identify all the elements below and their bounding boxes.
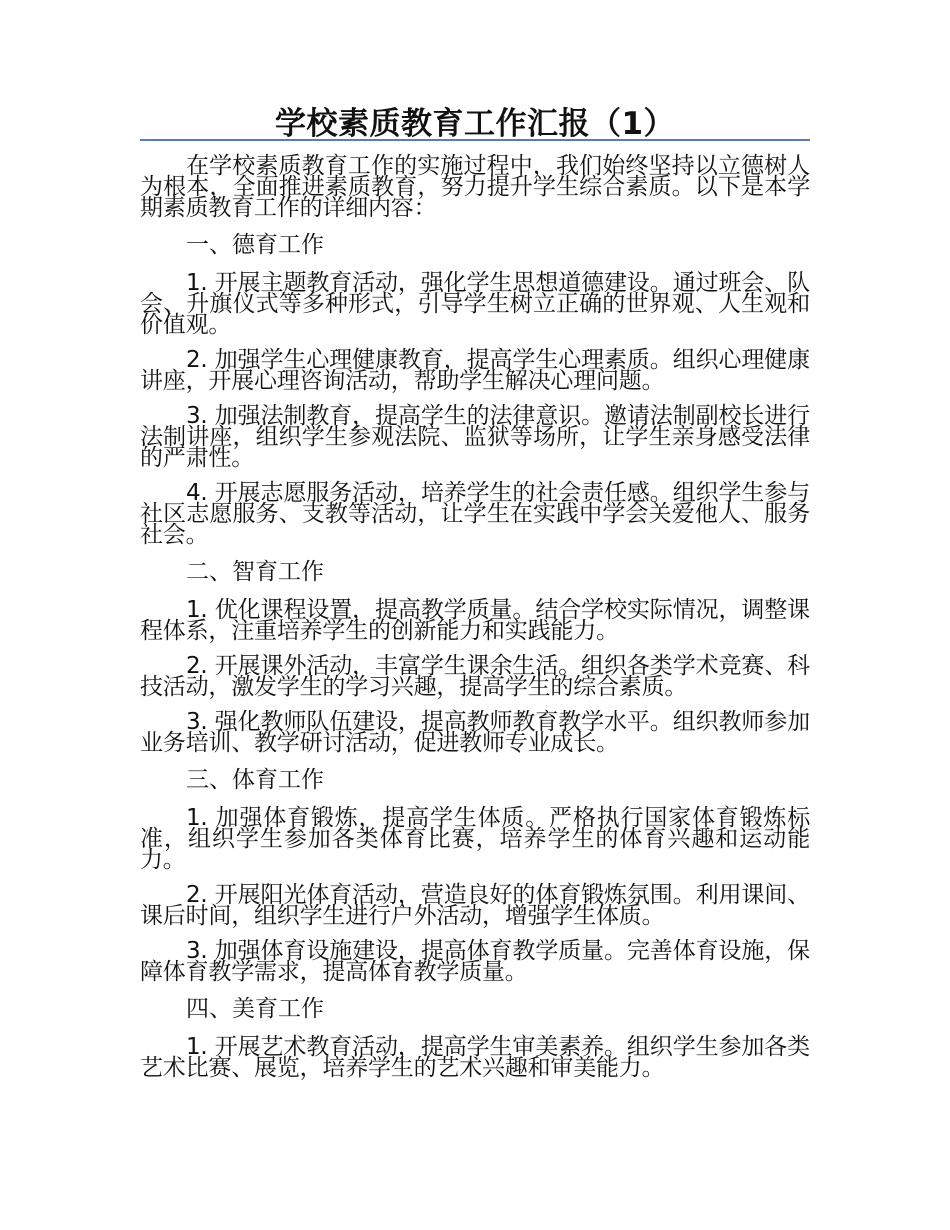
document-title: 学校素质教育工作汇报（1）	[274, 106, 676, 142]
list-item: 3. 强化教师队伍建设，提高教师教育教学水平。组织教师参加业务培训、教学研讨活动，促进教师专业成长。	[140, 709, 810, 756]
section-heading-intellectual: 二、智育工作	[186, 559, 324, 585]
section-heading-moral: 一、德育工作	[186, 232, 324, 258]
list-item: 2. 加强学生心理健康教育，提高学生心理素质。组织心理健康讲座，开展心理咨询活动，帮助学生解决心理问题。	[140, 347, 810, 394]
intro-paragraph: 在学校素质教育工作的实施过程中，我们始终坚持以立德树人为根本，全面推进素质教育，努力提升学生综合素质。以下是本学期素质教育工作的详细内容：	[140, 153, 810, 221]
section-heading-physical: 三、体育工作	[186, 767, 324, 793]
list-item: 1. 加强体育锻炼，提高学生体质。严格执行国家体育锻炼标准，组织学生参加各类体育比赛，培养学生的体育兴趣和运动能力。	[140, 805, 810, 873]
document-body	[140, 153, 810, 1093]
list-item: 3. 加强法制教育，提高学生的法律意识。邀请法制副校长进行法制讲座，组织学生参观法院、监狱等场所，让学生亲身感受法律的严肃性。	[140, 403, 810, 471]
list-item: 2. 开展阳光体育活动，营造良好的体育锻炼氛围。利用课间、课后时间，组织学生进行户外活动，增强学生体质。	[140, 882, 810, 929]
section-heading-aesthetic: 四、美育工作	[186, 996, 324, 1022]
list-item: 3. 加强体育设施建设，提高体育教学质量。完善体育设施，保障体育教学需求，提高体育教学质量。	[140, 938, 810, 985]
list-item: 1. 优化课程设置，提高教学质量。结合学校实际情况，调整课程体系，注重培养学生的创新能力和实践能力。	[140, 597, 810, 644]
list-item: 1. 开展主题教育活动，强化学生思想道德建设。通过班会、队会、升旗仪式等多种形式，引导学生树立正确的世界观、人生观和价值观。	[140, 270, 810, 338]
title-underline	[140, 139, 810, 141]
list-item: 2. 开展课外活动，丰富学生课余生活。组织各类学术竞赛、科技活动，激发学生的学习兴趣，提高学生的综合素质。	[140, 653, 810, 700]
list-item: 1. 开展艺术教育活动，提高学生审美素养。组织学生参加各类艺术比赛、展览，培养学生的艺术兴趣和审美能力。	[140, 1034, 810, 1081]
list-item: 4. 开展志愿服务活动，培养学生的社会责任感。组织学生参与社区志愿服务、支教等活动，让学生在实践中学会关爱他人、服务社会。	[140, 480, 810, 548]
